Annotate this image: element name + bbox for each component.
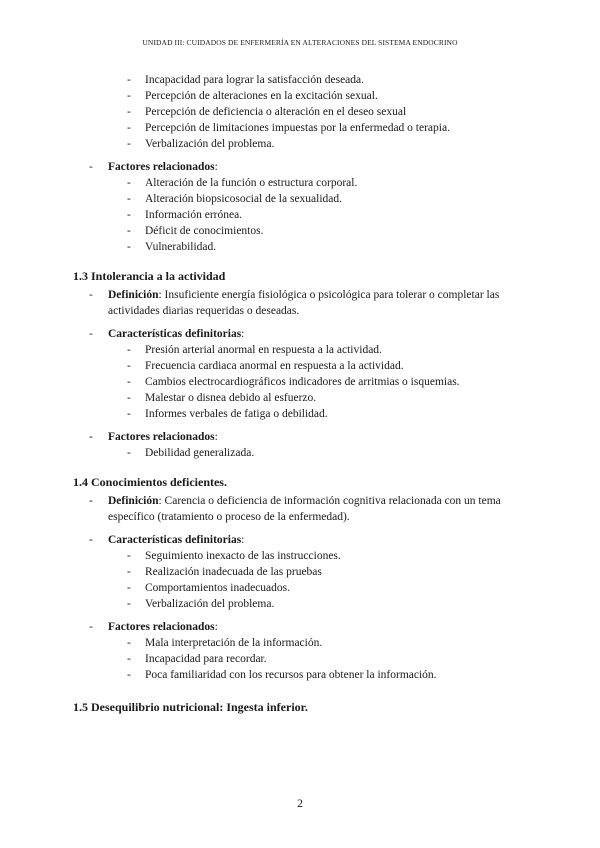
section-title-1-4: 1.4 Conocimientos deficientes. (73, 475, 227, 489)
list-item: - Cambios electrocardiográficos indicadores de arritmias o isquemias. (127, 376, 460, 388)
factores-heading: - Factores relacionados: (89, 161, 218, 173)
list-item: - Mala interpretación de la información. (127, 637, 323, 649)
list-item: - Incapacidad para lograr la satisfacción deseada. (127, 74, 365, 86)
list-item: - Incapacidad para recordar. (127, 653, 267, 665)
page-number: 2 (297, 798, 303, 810)
section-title-1-5: 1.5 Desequilibrio nutricional: Ingesta inferior. (73, 700, 308, 714)
factores-list-1-4 (127, 635, 533, 683)
document-body (73, 72, 533, 715)
list-item: - Alteración biopsicosocial de la sexualidad. (127, 193, 343, 205)
list-item: - Realización inadecuada de las pruebas (127, 566, 322, 578)
list-item: - Informes verbales de fatiga o debilidad. (127, 408, 328, 420)
factores-heading-1-3: - Factores relacionados: (89, 431, 218, 443)
list-item: - Seguimiento inexacto de las instrucciones. (127, 550, 341, 562)
caracteristicas-list-1-3 (127, 342, 533, 422)
top-list (127, 72, 533, 152)
list-item: - Percepción de limitaciones impuestas por la enfermedad o terapia. (127, 122, 450, 134)
list-item: - Presión arterial anormal en respuesta a la actividad. (127, 344, 382, 356)
section-title-1-3: 1.3 Intolerancia a la actividad (73, 269, 226, 283)
definicion-1-4: - Definición: Carencia o deficiencia de información cognitiva relacionada con un tema específico (tratamiento o proceso de la enfermedad). (89, 495, 501, 523)
list-item: - Información errónea. (127, 209, 243, 221)
list-item: - Debilidad generalizada. (127, 447, 255, 459)
factores-list-1-3 (127, 445, 533, 461)
list-item: - Frecuencia cardiaca anormal en respuesta a la actividad. (127, 360, 404, 372)
list-item: - Percepción de alteraciones en la excitación sexual. (127, 90, 378, 102)
list-item: - Verbalización del problema. (127, 598, 275, 610)
list-item: - Verbalización del problema. (127, 138, 275, 150)
list-item: - Malestar o disnea debido al esfuerzo. (127, 392, 317, 404)
list-item: - Déficit de conocimientos. (127, 225, 264, 237)
list-item: - Alteración de la función o estructura corporal. (127, 177, 358, 189)
list-item: - Comportamientos inadecuados. (127, 582, 290, 594)
running-header: UNIDAD III: CUIDADOS DE ENFERMERÍA EN ALTERACIONES DEL SISTEMA ENDOCRINO (142, 38, 458, 47)
list-item: - Poca familiaridad con los recursos para obtener la información. (127, 669, 437, 681)
list-item: - Percepción de deficiencia o alteración en el deseo sexual (127, 106, 407, 118)
factores-heading-1-4: - Factores relacionados: (89, 621, 218, 633)
definicion-1-3: - Definición: Insuficiente energía fisiológica o psicológica para tolerar o completar las actividades diarias requeridas o deseadas. (89, 289, 500, 317)
caracteristicas-list-1-4 (127, 548, 533, 612)
list-item: - Vulnerabilidad. (127, 241, 217, 253)
caracteristicas-heading-1-3: - Características definitorias: (89, 328, 245, 340)
factores-list (127, 175, 533, 255)
caracteristicas-heading-1-4: - Características definitorias: (89, 534, 245, 546)
